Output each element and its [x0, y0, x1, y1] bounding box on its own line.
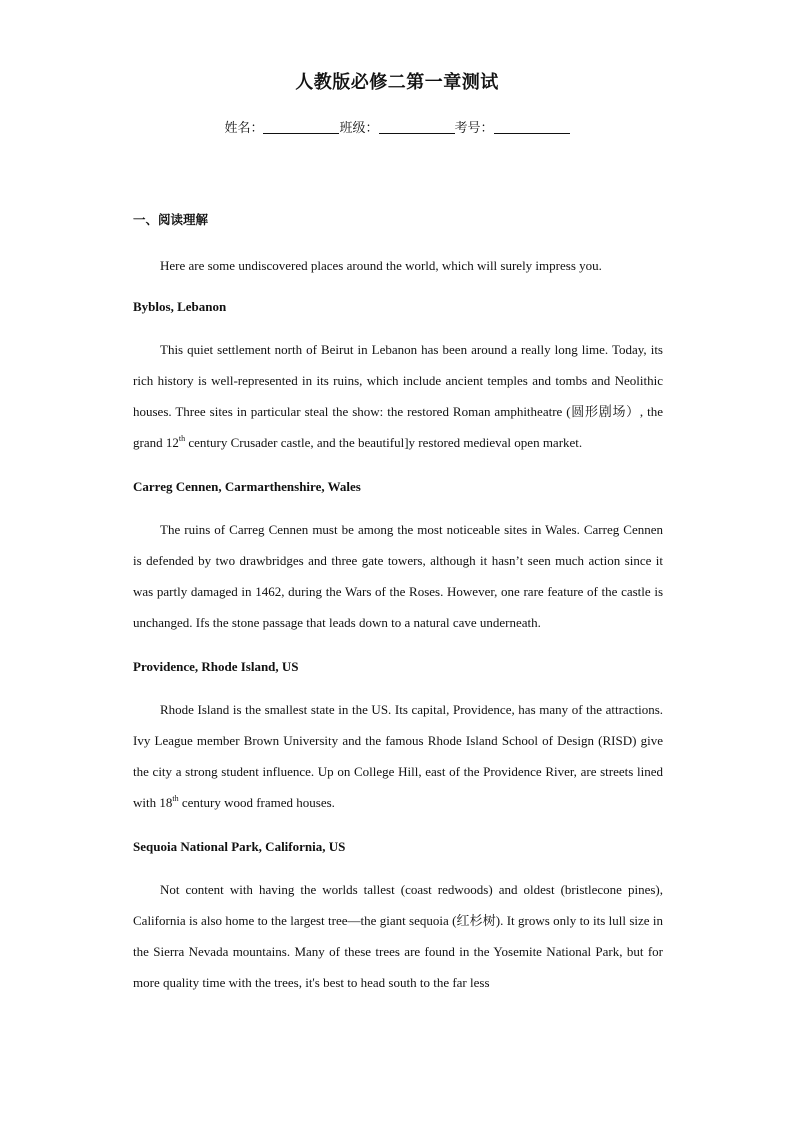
- name-label: 姓名：: [224, 121, 264, 136]
- place-paragraph: Not content with having the worlds tallest (coast redwoods) and oldest (bristlecone pines), California is also home to the largest tree—the giant sequoia (红杉树). It grows only to its lull size in the Sierra Nevada mountains. Many of these trees are found in the Yosemite National Park, but for more quality time with the trees, it's best to head south to the far less: [133, 882, 663, 990]
- place-paragraph: The ruins of Carreg Cennen must be among the most noticeable sites in Wales. Carreg Cennen is defended by two drawbridges and three gate towers, although it hasn’t seen much action since it was partly damaged in 1462, during the Wars of the Roses. However, one rare feature of the castle is unchanged. Ifs the stone passage that leads down to a natural cave underneath.: [133, 522, 663, 630]
- student-info-line: [0, 117, 794, 136]
- class-label: 班级：: [339, 121, 379, 136]
- place-heading: Providence, Rhode Island, US: [133, 659, 299, 674]
- place-heading: Carreg Cennen, Carmarthenshire, Wales: [133, 479, 361, 494]
- number-label: 考号：: [454, 121, 494, 136]
- passage-intro: Here are some undiscovered places around the world, which will surely impress you.: [160, 258, 602, 273]
- reading-passage: [133, 250, 663, 998]
- class-blank[interactable]: [379, 119, 455, 134]
- place-paragraph: Rhode Island is the smallest state in the US. Its capital, Providence, has many of the attractions. Ivy League member Brown University and the famous Rhode Island School of Design (RISD) give the city a strong student influence. Up on College Hill, east of the Providence River, are streets lined with 18th century wood framed houses.: [133, 702, 663, 810]
- name-blank[interactable]: [263, 119, 339, 134]
- place-heading: Byblos, Lebanon: [133, 299, 227, 314]
- section-heading: 一、阅读理解: [133, 212, 209, 227]
- page-title: 人教版必修二第一章测试: [295, 72, 499, 93]
- number-blank[interactable]: [494, 119, 570, 134]
- place-paragraph: This quiet settlement north of Beirut in Lebanon has been around a really long lime. Today, its rich history is well-represented in its ruins, which include ancient temples and tombs and Neolithic houses. Three sites in particular steal the show: the restored Roman amphitheatre (圆形剧场）, the grand 12th century Crusader castle, and the beautiful]y restored medieval open market.: [133, 342, 663, 450]
- place-heading: Sequoia National Park, California, US: [133, 839, 346, 854]
